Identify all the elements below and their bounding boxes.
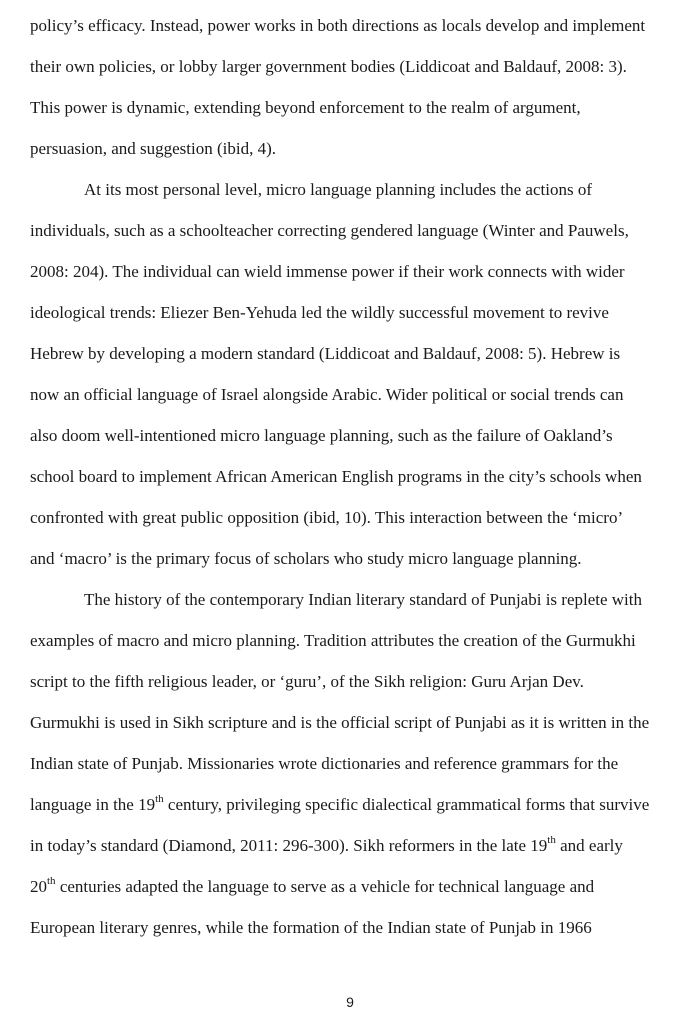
body-text-line: individuals, such as a schoolteacher correcting gendered language (Winter and Pauwels, (30, 221, 629, 240)
body-text-line: policy’s efficacy. Instead, power works in both directions as locals develop and implement (30, 16, 646, 35)
body-text-line: Indian state of Punjab. Missionaries wrote dictionaries and reference grammars for the (30, 754, 619, 773)
body-text-line: confronted with great public opposition (ibid, 10). This interaction between the ‘micro’ (30, 508, 624, 527)
body-text-line: persuasion, and suggestion (ibid, 4). (30, 139, 276, 158)
ordinal-superscript: th (155, 793, 164, 806)
body-text-line (30, 877, 594, 897)
body-text-line: school board to implement African American English programs in the city’s schools when (30, 467, 642, 486)
body-text-line: Gurmukhi is used in Sikh scripture and is the official script of Punjabi as it is written in the (30, 713, 650, 732)
text-run: and early (555, 836, 623, 855)
body-text-line: European literary genres, while the formation of the Indian state of Punjab in 1966 (30, 918, 592, 937)
text-run: in today’s standard (Diamond, 2011: 296-300). Sikh reformers in the late 19 (30, 836, 548, 855)
body-text-line: also doom well-intentioned micro language planning, such as the failure of Oakland’s (30, 426, 613, 445)
body-text-line: At its most personal level, micro language planning includes the actions of (84, 180, 592, 199)
text-run: century, privileging specific dialectical grammatical forms that survive (163, 795, 650, 814)
page-number: 9 (346, 994, 354, 1010)
body-text-line: The history of the contemporary Indian literary standard of Punjabi is replete with (84, 590, 643, 609)
text-run: 20 (30, 877, 47, 896)
body-text-line: 2008: 204). The individual can wield immense power if their work connects with wider (30, 262, 625, 281)
body-text-line: now an official language of Israel alongside Arabic. Wider political or social trends can (30, 385, 624, 404)
body-text-line: ideological trends: Eliezer Ben-Yehuda led the wildly successful movement to revive (30, 303, 609, 322)
body-text-line: their own policies, or lobby larger government bodies (Liddicoat and Baldauf, 2008: 3). (30, 57, 627, 76)
body-text-line (30, 836, 623, 856)
ordinal-superscript: th (547, 834, 556, 847)
body-text-line (30, 795, 649, 815)
text-run: centuries adapted the language to serve as a vehicle for technical language and (55, 877, 595, 896)
body-text-line: Hebrew by developing a modern standard (Liddicoat and Baldauf, 2008: 5). Hebrew is (30, 344, 621, 363)
body-text-line: and ‘macro’ is the primary focus of scholars who study micro language planning. (30, 549, 582, 568)
ordinal-superscript: th (47, 875, 56, 888)
body-text-line: script to the fifth religious leader, or ‘guru’, of the Sikh religion: Guru Arjan Dev. (30, 672, 584, 691)
body-text-line: examples of macro and micro planning. Tradition attributes the creation of the Gurmukhi (30, 631, 636, 650)
body-text-line: This power is dynamic, extending beyond enforcement to the realm of argument, (30, 98, 581, 117)
text-run: language in the 19 (30, 795, 156, 814)
